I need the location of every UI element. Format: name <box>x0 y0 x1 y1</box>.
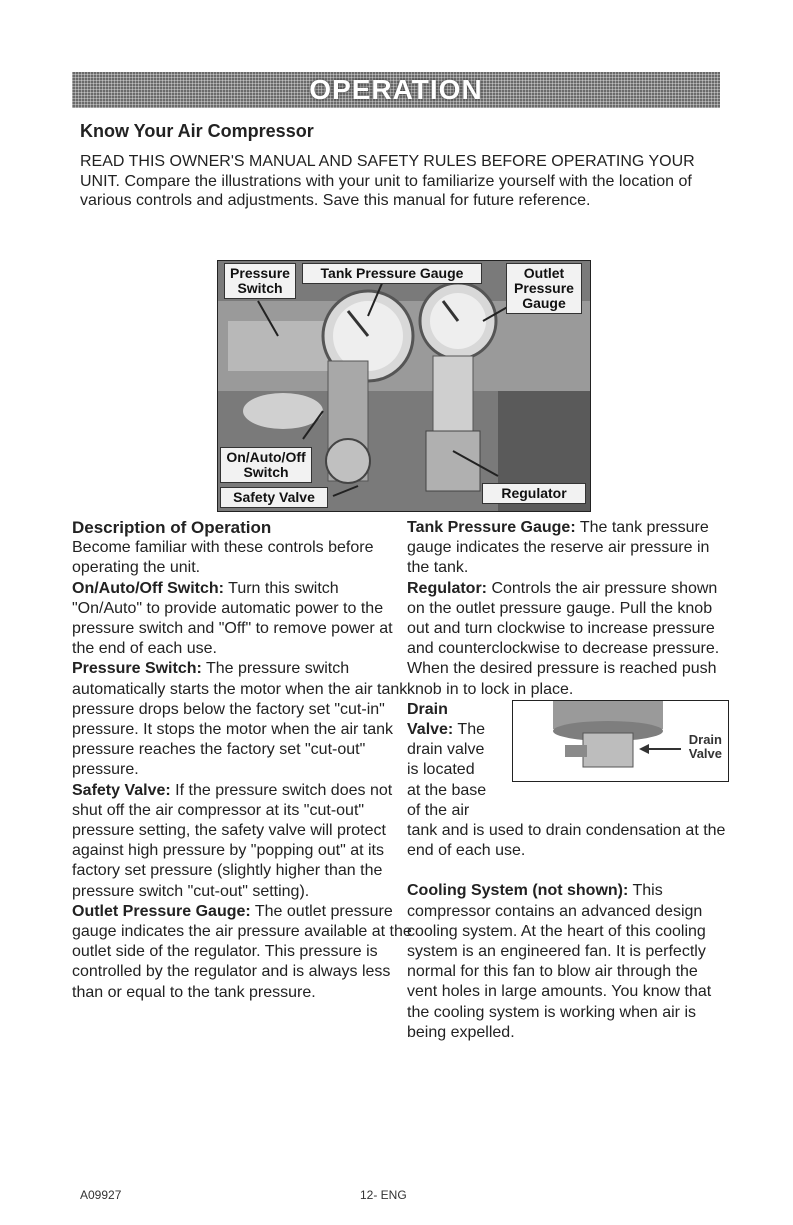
compressor-controls-photo <box>217 260 591 512</box>
banner-title: OPERATION <box>309 74 483 105</box>
cooling-system-description: Cooling System (not shown): This compressor contains an advanced design cooling system. At the heart of this cooling system is an engineered fan. It is perfectly normal for this fan to blow air through the vent holes in large amounts. You know that the cooling system is working when air is being expelled. <box>407 882 712 1041</box>
drain-valve-line: of the air <box>407 801 470 819</box>
drain-valve-description-rest: tank and is used to drain condensation at the end of each use. <box>407 822 726 860</box>
pressure-switch-description: Pressure Switch: The pressure switch automatically starts the motor when the air tank pressure drops below the factory set "cut-in" pressure. It stops the motor when the air tank pressure reaches the factory set "cut-out" pressure. <box>72 660 408 779</box>
on-auto-off-description: On/Auto/Off Switch: Turn this switch "On/Auto" to provide automatic power to the pressure switch and "Off" to remove power at the end of each use. <box>72 579 393 658</box>
description-heading: Description of Operation <box>72 518 272 537</box>
description-intro: Become familiar with these controls before operating the unit. <box>72 539 374 577</box>
drain-valve-line: is located <box>407 761 475 779</box>
tank-pressure-gauge-description: Tank Pressure Gauge: The tank pressure gauge indicates the reserve air pressure in the tank. <box>407 519 710 577</box>
right-column <box>407 518 732 1043</box>
drain-valve-line: at the base <box>407 781 487 799</box>
callout-safety-valve: Safety Valve <box>220 487 328 508</box>
callout-regulator: Regulator <box>482 483 586 504</box>
section-heading: Know Your Air Compressor <box>80 121 314 141</box>
callout-on-auto-off-switch: On/Auto/Off Switch <box>220 447 312 483</box>
callout-pressure-switch: Pressure Switch <box>224 263 296 299</box>
intro-paragraph: READ THIS OWNER'S MANUAL AND SAFETY RULES BEFORE OPERATING YOUR UNIT. Compare the illustrations with your unit to familiarize yourself with the location of various controls and adjustments. Save this manual for future reference. <box>80 153 695 209</box>
drain-valve-section <box>407 700 732 821</box>
drain-valve-figure-label: Drain Valve <box>688 731 722 761</box>
left-column <box>72 518 412 1003</box>
outlet-pressure-gauge-description: Outlet Pressure Gauge: The outlet pressure gauge indicates the air pressure available at the outlet side of the regulator. This pressure is controlled by the regulator and is always less than or equal to the tank pressure. <box>72 902 412 1001</box>
regulator-description: Regulator: Controls the air pressure shown on the outlet pressure gauge. Pull the knob out and turn clockwise to increase pressure and counterclockwise to decrease pressure. When the desired pressure is reached push knob in to lock in place. <box>407 579 720 698</box>
drain-valve-line: drain valve <box>407 741 485 759</box>
document-code: A09927 <box>80 1188 122 1202</box>
drain-valve-figure <box>512 700 729 782</box>
callout-outlet-pressure-gauge: Outlet Pressure Gauge <box>506 263 582 314</box>
safety-valve-description: Safety Valve: If the pressure switch does not shut off the air compressor at its "cut-out" pressure setting, the safety valve will protect against high pressure by "popping out" at its factory set pressure (slightly higher than the pressure switch "cut-out" setting). <box>72 781 393 900</box>
page-number: 12- ENG <box>360 1188 407 1202</box>
operation-banner <box>72 72 720 108</box>
drain-valve-term-line2: Valve: The <box>407 721 485 739</box>
callout-tank-pressure-gauge: Tank Pressure Gauge <box>302 263 482 284</box>
drain-valve-term-line1: Drain <box>407 700 448 718</box>
